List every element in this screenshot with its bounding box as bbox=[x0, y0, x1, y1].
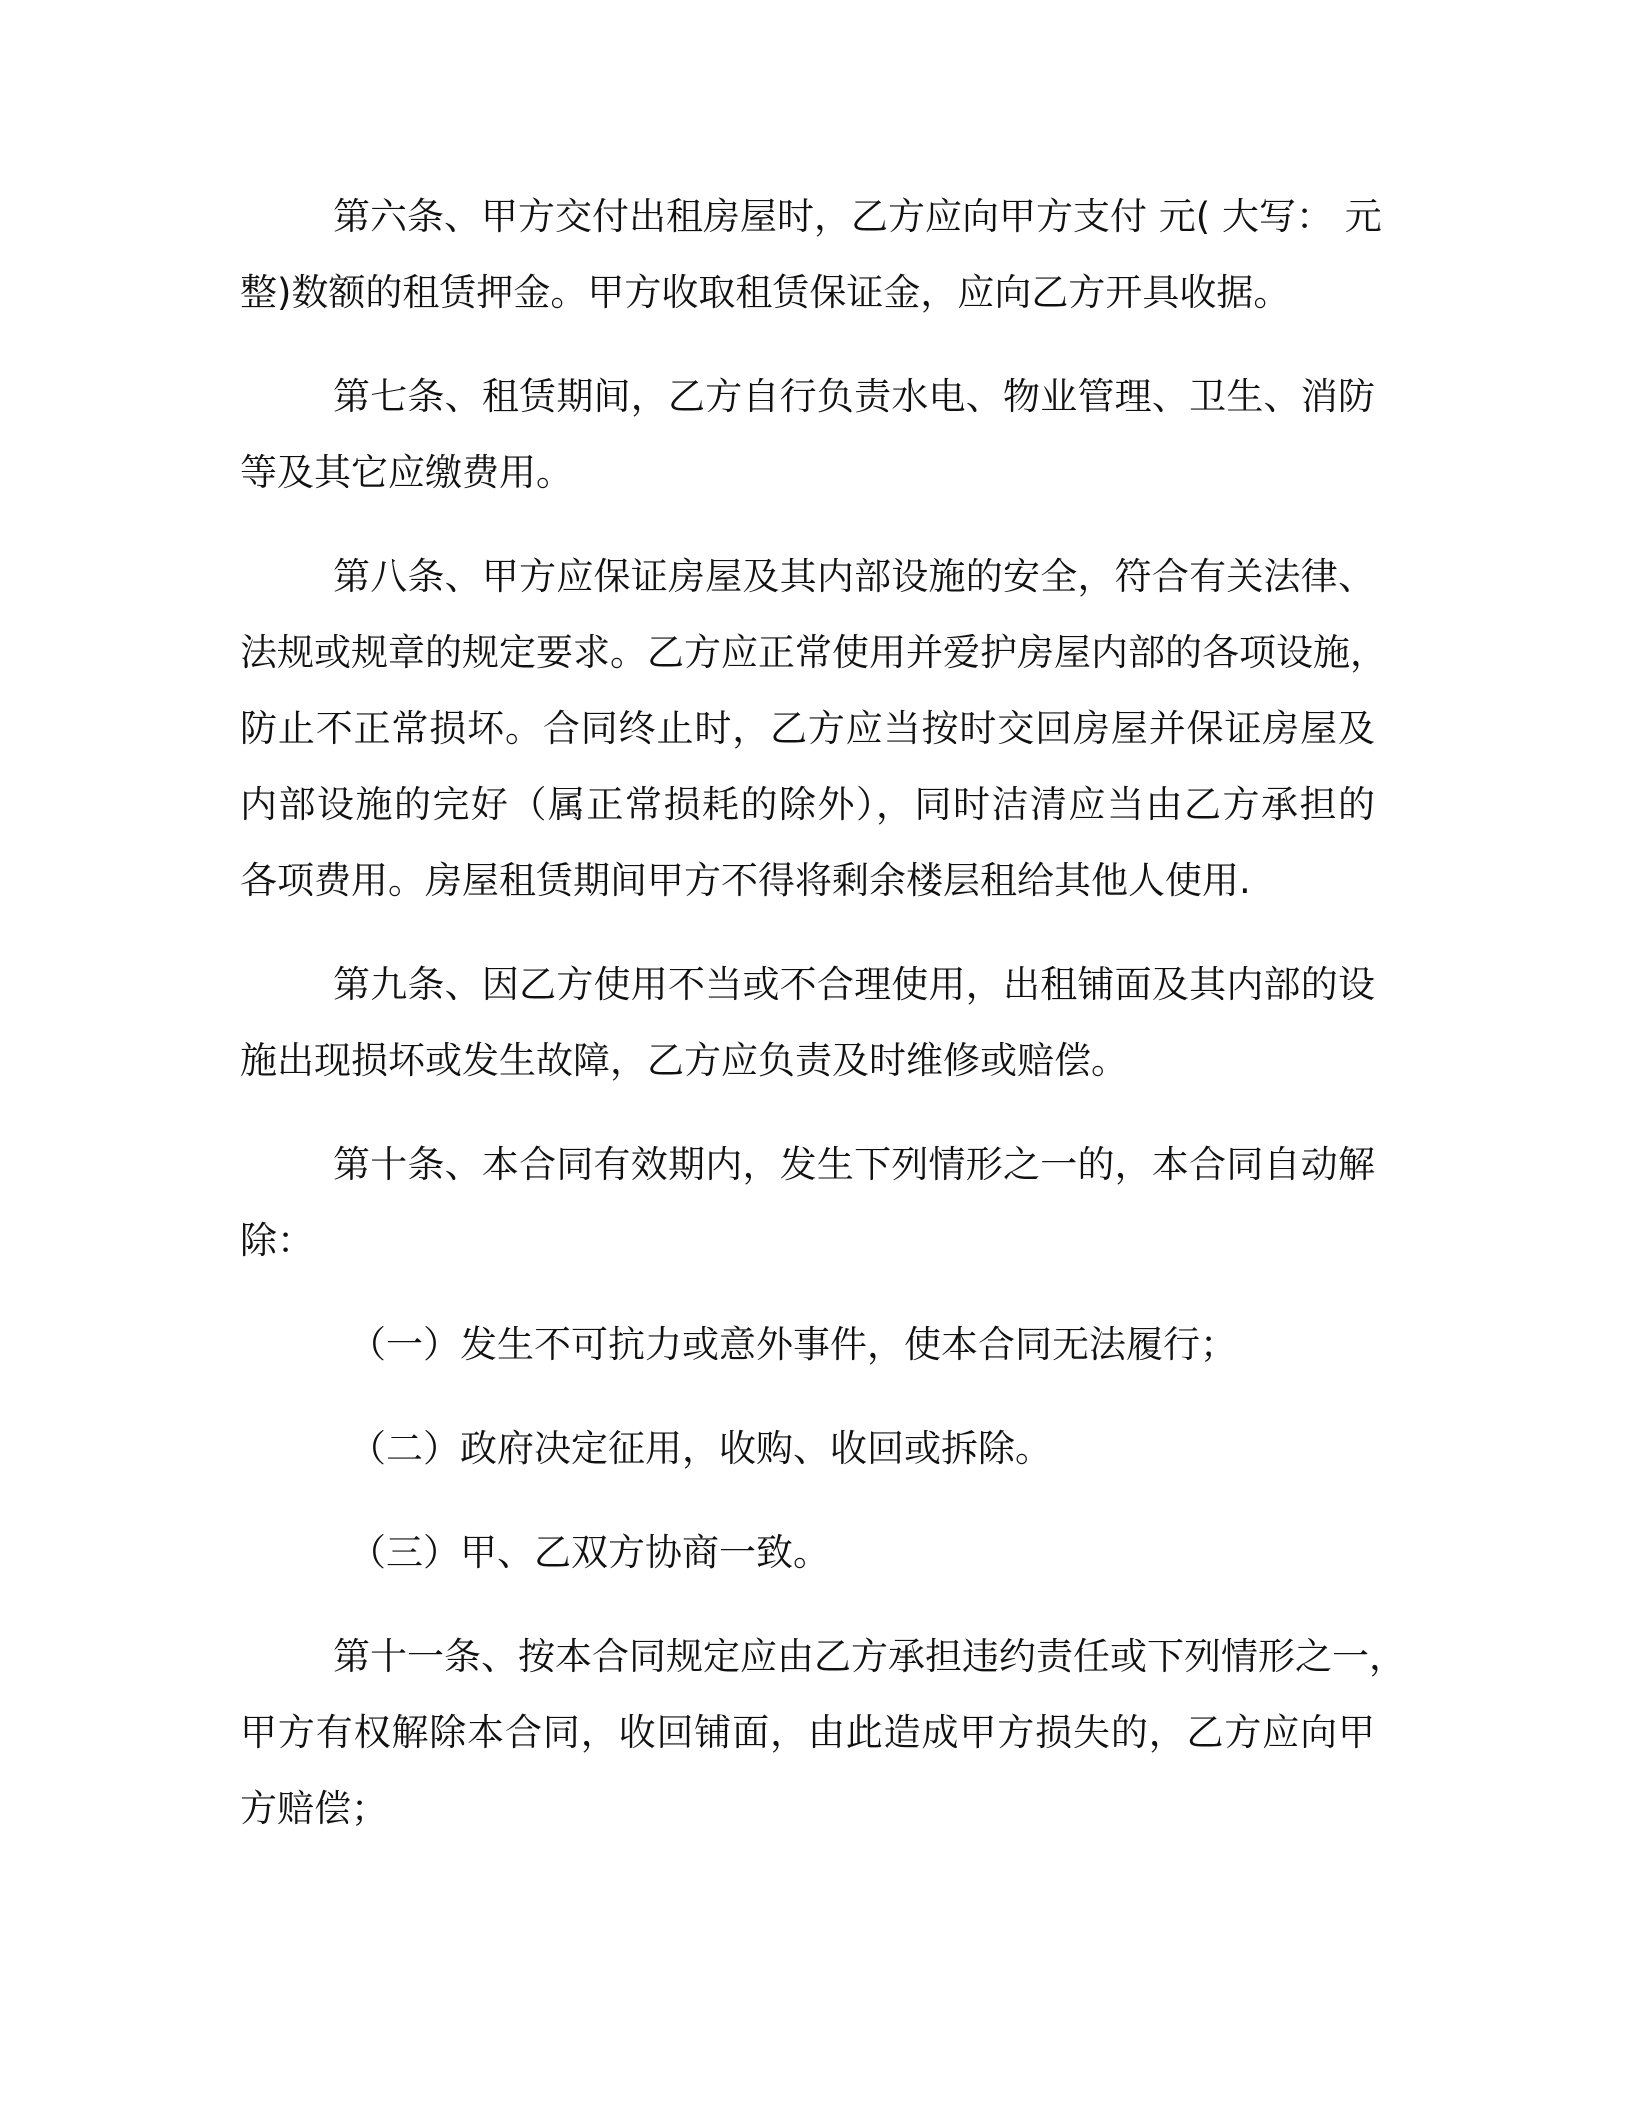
text-line: 各项费用。房屋租赁期间甲方不得将剩余楼层租给其他人使用. bbox=[240, 859, 1251, 902]
text-line: 第九条、因乙方使用不当或不合理使用，出租铺面及其内部的设 bbox=[333, 963, 1375, 1006]
list-item bbox=[240, 1411, 1375, 1487]
text-line: 第六条、甲方交付出租房屋时，乙方应向甲方支付 元( 大写： 元 bbox=[333, 195, 1382, 238]
text-line: 整)数额的租赁押金。甲方收取租赁保证金，应向乙方开具收据。 bbox=[240, 271, 1291, 314]
text-line: 第七条、租赁期间，乙方自行负责水电、物业管理、卫生、消防 bbox=[333, 375, 1375, 418]
list-item bbox=[240, 1515, 1375, 1591]
clause-paragraph bbox=[240, 539, 1387, 919]
text-line: 第八条、甲方应保证房屋及其内部设施的安全，符合有关法律、 bbox=[333, 555, 1375, 598]
text-line: 第十条、本合同有效期内，发生下列情形之一的，本合同自动解 bbox=[333, 1143, 1375, 1186]
text-line: 施出现损坏或发生故障，乙方应负责及时维修或赔偿。 bbox=[240, 1039, 1128, 1082]
clause-paragraph bbox=[240, 1127, 1375, 1279]
text-line: 方赔偿； bbox=[240, 1787, 388, 1830]
text-line: （二）政府决定征用，收购、收回或拆除。 bbox=[349, 1427, 1052, 1470]
text-line: （三）甲、乙双方协商一致。 bbox=[349, 1531, 830, 1574]
text-line: 法规或规章的规定要求。乙方应正常使用并爱护房屋内部的各项设施， bbox=[240, 631, 1387, 674]
text-line: 等及其它应缴费用。 bbox=[240, 451, 573, 494]
clause-paragraph bbox=[240, 359, 1375, 511]
clause-paragraph bbox=[240, 179, 1382, 331]
text-line: 除： bbox=[240, 1219, 314, 1262]
text-line: 甲方有权解除本合同，收回铺面，由此造成甲方损失的，乙方应向甲 bbox=[240, 1711, 1375, 1754]
text-line: 第十一条、按本合同规定应由乙方承担违约责任或下列情形之一， bbox=[333, 1635, 1406, 1678]
clause-paragraph bbox=[240, 1619, 1406, 1847]
text-line: （一）发生不可抗力或意外事件，使本合同无法履行； bbox=[349, 1323, 1237, 1366]
clause-paragraph bbox=[240, 947, 1375, 1099]
list-item bbox=[240, 1307, 1375, 1383]
text-line: 防止不正常损坏。合同终止时，乙方应当按时交回房屋并保证房屋及 bbox=[240, 707, 1375, 750]
text-line: 内部设施的完好（属正常损耗的除外），同时洁清应当由乙方承担的 bbox=[240, 783, 1375, 826]
document-body bbox=[240, 179, 1406, 1875]
